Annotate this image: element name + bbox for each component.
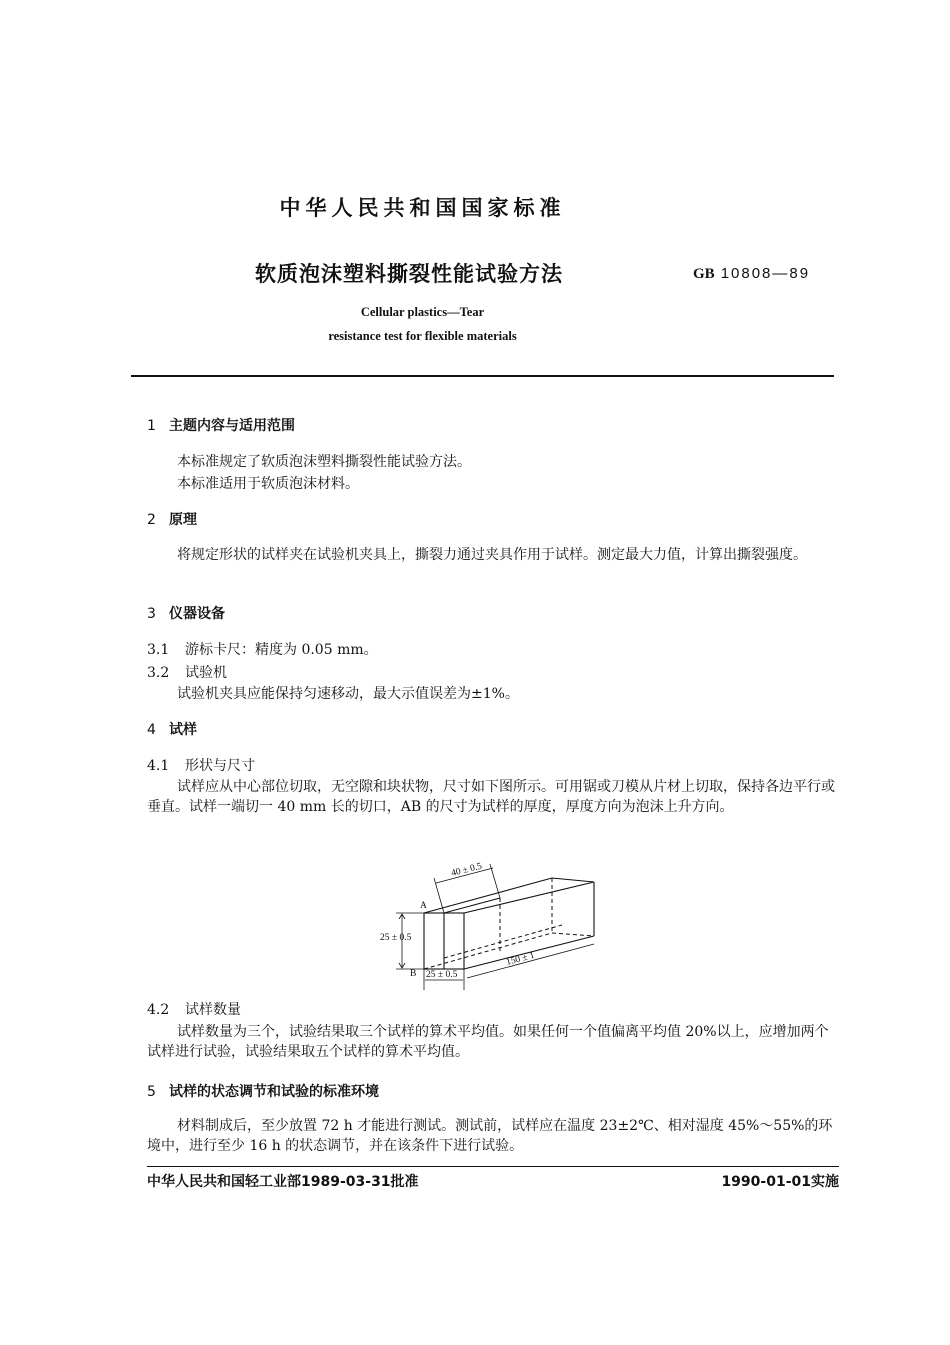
footer-rule <box>147 1166 839 1167</box>
subsection-4-2 <box>147 999 241 1019</box>
section-5-title: 试样的状态调节和试验的标准环境 <box>169 1084 379 1100</box>
approval-statement: 中华人民共和国轻工业部1989-03-31批准 <box>147 1174 419 1190</box>
specimen-hidden-mid-line <box>444 925 562 958</box>
specimen-back-top-edge <box>552 878 594 882</box>
section-3-number: 3 <box>147 606 156 622</box>
dim-width-label: 25 ± 0.5 <box>426 970 458 980</box>
section-2-heading <box>147 509 197 529</box>
subsection-3-2-text: 试验机 <box>185 665 227 681</box>
dim-height-label: 25 ± 0.5 <box>380 933 412 943</box>
national-standard-heading: 中华人民共和国国家标准 <box>279 196 566 220</box>
document-title-en-line1: Cellular plastics—Tear <box>360 305 485 319</box>
header-rule <box>131 375 834 377</box>
section-1-number: 1 <box>147 418 156 434</box>
standard-prefix: GB <box>693 266 715 282</box>
section-1-heading <box>147 415 295 435</box>
subsection-4-1-text: 形状与尺寸 <box>185 758 255 774</box>
point-a-label: A <box>420 901 427 911</box>
section-1-para-1: 本标准规定了软质泡沫塑料撕裂性能试验方法。 <box>177 454 471 470</box>
section-5-heading <box>147 1081 379 1101</box>
standard-code: 10808—89 <box>720 265 811 282</box>
specimen-hidden-back-bottom <box>552 933 594 936</box>
section-3-title: 仪器设备 <box>169 606 225 622</box>
section-4-para-2: 试样数量为三个，试验结果取三个试样的算术平均值。如果任何一个值偏离平均值 20%以上，应增加两个试样进行试验，试验结果取五个试样的算术平均值。 <box>147 1024 829 1060</box>
section-3-heading <box>147 603 225 623</box>
document-title-en-line2: resistance test for flexible materials <box>328 329 517 343</box>
section-4-heading <box>147 719 197 739</box>
section-4-title: 试样 <box>169 722 197 738</box>
subsection-4-2-text: 试样数量 <box>185 1002 241 1018</box>
section-2-para-1: 将规定形状的试样夹在试验机夹具上，撕裂力通过夹具作用于试样。测定最大力值，计算出撕裂强度。 <box>177 547 807 563</box>
section-3-para-1: 试验机夹具应能保持匀速移动，最大示值误差为±1%。 <box>177 686 519 702</box>
section-5-para-1: 材料制成后，至少放置 72 h 才能进行测试。测试前，试样应在温度 23±2℃、相对湿度 45%～55%的环境中，进行至少 16 h 的状态调节，并在该条件下进行试验。 <box>147 1118 833 1154</box>
subsection-4-1 <box>147 755 255 775</box>
effective-date: 1990-01-01实施 <box>721 1174 839 1190</box>
subsection-3-1-text: 游标卡尺：精度为 0.05 mm。 <box>185 642 378 658</box>
dim-40-label: 40 ± 0.5 <box>450 861 484 879</box>
subsection-3-2-number: 3.2 <box>147 665 170 681</box>
standard-number <box>693 265 810 283</box>
specimen-top-right-edge <box>464 882 594 913</box>
subsection-4-1-number: 4.1 <box>147 758 170 774</box>
section-1-title: 主题内容与适用范围 <box>169 418 295 434</box>
subsection-3-1 <box>147 639 378 659</box>
point-b-label: B <box>410 969 417 979</box>
section-5-number: 5 <box>147 1084 156 1100</box>
subsection-4-2-number: 4.2 <box>147 1002 170 1018</box>
section-2-number: 2 <box>147 512 156 528</box>
subsection-3-2 <box>147 662 227 682</box>
section-4-para-1: 试样应从中心部位切取，无空隙和块状物，尺寸如下图所示。可用锯或刀模从片材上切取，保持各边平行或垂直。试样一端切一 40 mm 长的切口，AB 的尺寸为试样的厚度，厚度方向为泡沫上升方向。 <box>147 779 835 815</box>
section-1-para-2: 本标准适用于软质泡沫材料。 <box>177 476 359 492</box>
subsection-3-1-number: 3.1 <box>147 642 170 658</box>
specimen-figure <box>372 858 612 993</box>
section-4-number: 4 <box>147 722 156 738</box>
document-title-cn: 软质泡沫塑料撕裂性能试验方法 <box>255 262 563 286</box>
section-2-title: 原理 <box>169 512 197 528</box>
dim-length-label: 150 ± 1 <box>505 950 536 968</box>
